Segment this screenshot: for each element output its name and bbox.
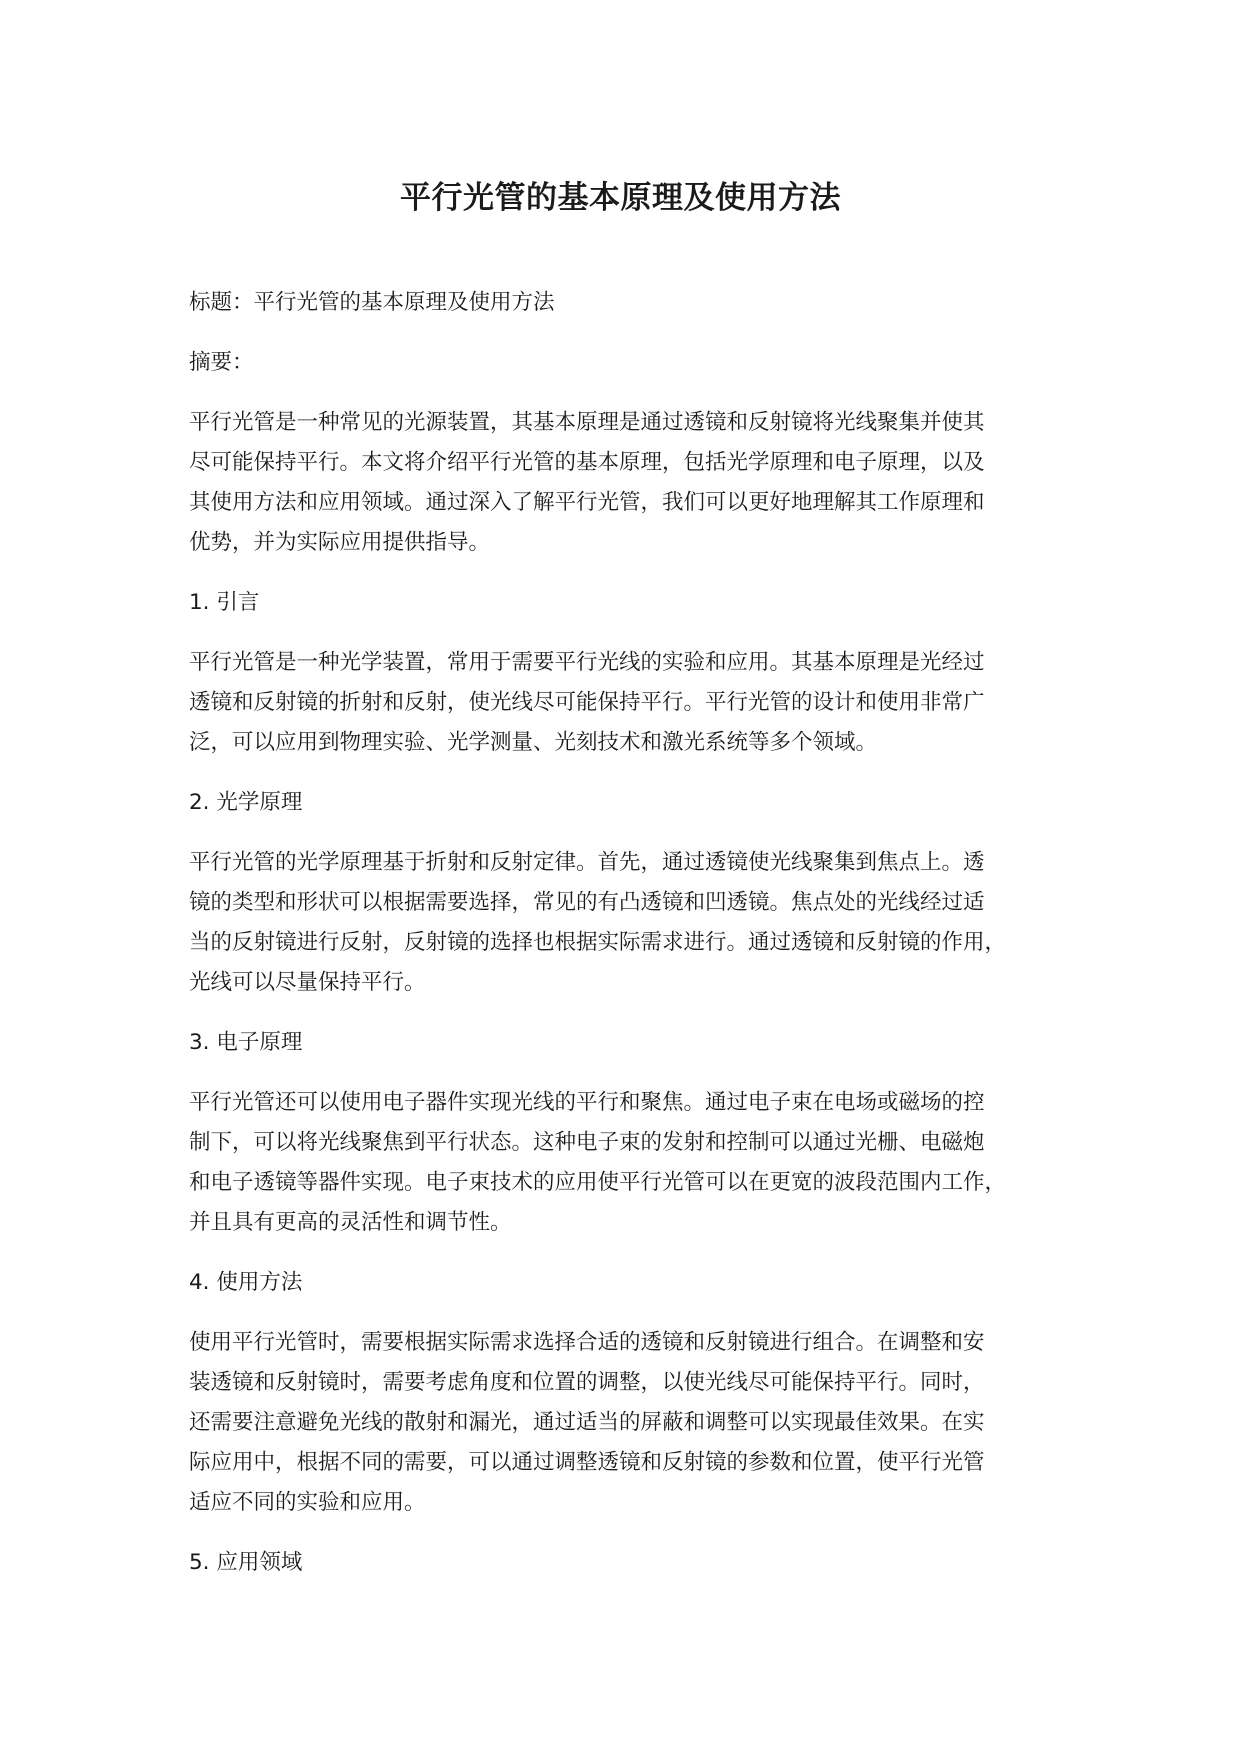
section-heading-applications: 5. 应用领域 xyxy=(189,1550,303,1575)
paragraph-line: 制下，可以将光线聚焦到平行状态。这种电子束的发射和控制可以通过光栅、电磁炮 xyxy=(189,1130,985,1155)
paragraph-line: 使用平行光管时，需要根据实际需求选择合适的透镜和反射镜进行组合。在调整和安 xyxy=(189,1330,985,1355)
document-title: 平行光管的基本原理及使用方法 xyxy=(400,180,841,216)
paragraph-line: 透镜和反射镜的折射和反射，使光线尽可能保持平行。平行光管的设计和使用非常广 xyxy=(189,690,985,715)
paragraph-line: 和电子透镜等器件实现。电子束技术的应用使平行光管可以在更宽的波段范围内工作， xyxy=(189,1170,1007,1195)
abstract-line: 其使用方法和应用领域。通过深入了解平行光管，我们可以更好地理解其工作原理和 xyxy=(189,490,985,515)
paragraph-line: 适应不同的实验和应用。 xyxy=(189,1490,426,1515)
paragraph-line: 平行光管是一种光学装置，常用于需要平行光线的实验和应用。其基本原理是光经过 xyxy=(189,650,985,675)
paragraph-line: 泛，可以应用到物理实验、光学测量、光刻技术和激光系统等多个领域。 xyxy=(189,730,878,755)
section-paragraph-electronics xyxy=(189,1083,1079,1243)
section-heading-electronics: 3. 电子原理 xyxy=(189,1030,303,1055)
paragraph-line: 当的反射镜进行反射，反射镜的选择也根据实际需求进行。通过透镜和反射镜的作用， xyxy=(189,930,1007,955)
section-heading-optics: 2. 光学原理 xyxy=(189,790,303,815)
document-body xyxy=(189,283,1079,1583)
paragraph-line: 平行光管的光学原理基于折射和反射定律。首先，通过透镜使光线聚集到焦点上。透 xyxy=(189,850,985,875)
heading-line: 标题：平行光管的基本原理及使用方法 xyxy=(189,290,555,315)
paragraph-line: 镜的类型和形状可以根据需要选择，常见的有凸透镜和凹透镜。焦点处的光线经过适 xyxy=(189,890,985,915)
abstract-line: 尽可能保持平行。本文将介绍平行光管的基本原理，包括光学原理和电子原理，以及 xyxy=(189,450,985,475)
abstract-line: 优势，并为实际应用提供指导。 xyxy=(189,530,491,555)
abstract-label: 摘要： xyxy=(189,350,254,375)
section-heading-usage: 4. 使用方法 xyxy=(189,1270,303,1295)
section-heading-introduction: 1. 引言 xyxy=(189,590,260,615)
section-paragraph-introduction xyxy=(189,643,1079,763)
paragraph-line: 光线可以尽量保持平行。 xyxy=(189,970,426,995)
paragraph-line: 还需要注意避免光线的散射和漏光，通过适当的屏蔽和调整可以实现最佳效果。在实 xyxy=(189,1410,985,1435)
paragraph-line: 装透镜和反射镜时，需要考虑角度和位置的调整，以使光线尽可能保持平行。同时， xyxy=(189,1370,985,1395)
paragraph-line: 平行光管还可以使用电子器件实现光线的平行和聚焦。通过电子束在电场或磁场的控 xyxy=(189,1090,985,1115)
paragraph-line: 际应用中，根据不同的需要，可以通过调整透镜和反射镜的参数和位置，使平行光管 xyxy=(189,1450,985,1475)
abstract-paragraph xyxy=(189,403,1079,563)
section-paragraph-optics xyxy=(189,843,1079,1003)
paragraph-line: 并且具有更高的灵活性和调节性。 xyxy=(189,1210,512,1235)
section-paragraph-usage xyxy=(189,1323,1079,1523)
abstract-line: 平行光管是一种常见的光源装置，其基本原理是通过透镜和反射镜将光线聚集并使其 xyxy=(189,410,985,435)
